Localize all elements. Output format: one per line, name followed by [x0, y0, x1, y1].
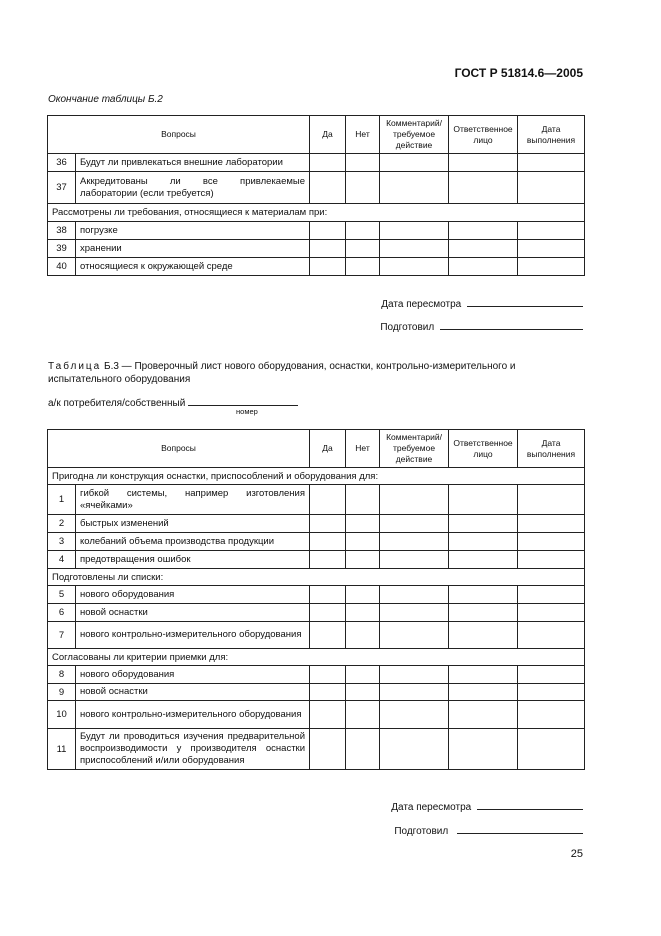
- table-row: [48, 622, 585, 649]
- prepared-by-line-2: [394, 824, 583, 837]
- table-row: [48, 154, 585, 172]
- question-text: нового контрольно-измерительного оборудования: [76, 701, 310, 729]
- responsible-cell[interactable]: [449, 586, 518, 604]
- section-row: [48, 468, 585, 485]
- comment-cell[interactable]: [380, 729, 449, 770]
- section-heading: Рассмотрены ли требования, относящиеся к материалам при:: [48, 204, 585, 222]
- table-row: [48, 684, 585, 701]
- table-b3-header-row: [48, 430, 585, 468]
- date-cell[interactable]: [518, 684, 585, 701]
- row-number: 6: [48, 604, 76, 622]
- table-row: [48, 666, 585, 684]
- table-row: [48, 240, 585, 258]
- yes-cell[interactable]: [310, 154, 346, 172]
- col-header-date: Дата выполнения: [518, 116, 585, 154]
- row-number: 8: [48, 666, 76, 684]
- table-row: [48, 515, 585, 533]
- question-text: погрузке: [76, 222, 310, 240]
- table-row: [48, 586, 585, 604]
- date-cell[interactable]: [518, 622, 585, 649]
- date-cell[interactable]: [518, 172, 585, 204]
- review-date-field[interactable]: [477, 800, 583, 810]
- table-b2-header-row: [48, 116, 585, 154]
- comment-cell[interactable]: [380, 684, 449, 701]
- table-row: [48, 258, 585, 276]
- date-cell[interactable]: [518, 666, 585, 684]
- section-heading: Согласованы ли критерии приемки для:: [48, 649, 585, 666]
- no-cell[interactable]: [346, 172, 380, 204]
- row-number: 40: [48, 258, 76, 276]
- no-cell[interactable]: [346, 222, 380, 240]
- no-cell[interactable]: [346, 701, 380, 729]
- yes-cell[interactable]: [310, 729, 346, 770]
- question-text: предотвращения ошибок: [76, 551, 310, 569]
- table-b3-title: [48, 360, 584, 386]
- question-text: быстрых изменений: [76, 515, 310, 533]
- comment-cell[interactable]: [380, 622, 449, 649]
- col-header-yes: Да: [310, 430, 346, 468]
- question-text: новой оснастки: [76, 604, 310, 622]
- prepared-by-label: Подготовил: [394, 826, 449, 837]
- no-cell[interactable]: [346, 258, 380, 276]
- review-date-field[interactable]: [467, 297, 583, 307]
- yes-cell[interactable]: [310, 586, 346, 604]
- comment-cell[interactable]: [380, 533, 449, 551]
- yes-cell[interactable]: [310, 222, 346, 240]
- question-text: хранении: [76, 240, 310, 258]
- no-cell[interactable]: [346, 684, 380, 701]
- date-cell[interactable]: [518, 729, 585, 770]
- yes-cell[interactable]: [310, 533, 346, 551]
- no-cell[interactable]: [346, 551, 380, 569]
- section-row: [48, 569, 585, 586]
- comment-cell[interactable]: [380, 240, 449, 258]
- col-header-comment: Комментарий/ требуемое действие: [380, 116, 449, 154]
- responsible-cell[interactable]: [449, 684, 518, 701]
- question-text: новой оснастки: [76, 684, 310, 701]
- table-row: [48, 222, 585, 240]
- responsible-cell[interactable]: [449, 154, 518, 172]
- table-row: [48, 551, 585, 569]
- table-number: Б.3: [104, 361, 119, 372]
- no-cell[interactable]: [346, 666, 380, 684]
- date-cell[interactable]: [518, 533, 585, 551]
- no-cell[interactable]: [346, 154, 380, 172]
- yes-cell[interactable]: [310, 684, 346, 701]
- no-cell[interactable]: [346, 586, 380, 604]
- no-cell[interactable]: [346, 240, 380, 258]
- comment-cell[interactable]: [380, 515, 449, 533]
- row-number: 2: [48, 515, 76, 533]
- prepared-by-field[interactable]: [440, 320, 583, 330]
- responsible-cell[interactable]: [449, 551, 518, 569]
- yes-cell[interactable]: [310, 258, 346, 276]
- owner-number-field[interactable]: [188, 396, 298, 406]
- prepared-by-field[interactable]: [457, 824, 583, 834]
- comment-cell[interactable]: [380, 258, 449, 276]
- yes-cell[interactable]: [310, 622, 346, 649]
- row-number: 3: [48, 533, 76, 551]
- col-header-date: Дата выполнения: [518, 430, 585, 468]
- table-row: [48, 172, 585, 204]
- row-number: 9: [48, 684, 76, 701]
- col-header-responsible: Ответственное лицо: [449, 430, 518, 468]
- col-header-responsible: Ответственное лицо: [449, 116, 518, 154]
- responsible-cell[interactable]: [449, 701, 518, 729]
- comment-cell[interactable]: [380, 604, 449, 622]
- yes-cell[interactable]: [310, 515, 346, 533]
- review-date-label: Дата пересмотра: [391, 802, 472, 813]
- date-cell[interactable]: [518, 701, 585, 729]
- yes-cell[interactable]: [310, 485, 346, 515]
- row-number: 7: [48, 622, 76, 649]
- comment-cell[interactable]: [380, 222, 449, 240]
- comment-cell[interactable]: [380, 666, 449, 684]
- responsible-cell[interactable]: [449, 666, 518, 684]
- row-number: 39: [48, 240, 76, 258]
- owner-label: а/к потребителя/собственный: [48, 398, 186, 409]
- row-number: 4: [48, 551, 76, 569]
- comment-cell[interactable]: [380, 154, 449, 172]
- responsible-cell[interactable]: [449, 515, 518, 533]
- question-text: нового оборудования: [76, 666, 310, 684]
- col-header-no: Нет: [346, 430, 380, 468]
- col-header-no: Нет: [346, 116, 380, 154]
- responsible-cell[interactable]: [449, 622, 518, 649]
- comment-cell[interactable]: [380, 586, 449, 604]
- review-date-line-2: [391, 800, 583, 813]
- comment-cell[interactable]: [380, 551, 449, 569]
- row-number: 37: [48, 172, 76, 204]
- table-row: [48, 701, 585, 729]
- responsible-cell[interactable]: [449, 240, 518, 258]
- review-date-line-1: [381, 297, 583, 310]
- owner-number-line: [48, 396, 298, 409]
- section-row: [48, 204, 585, 222]
- question-text: колебаний объема производства продукции: [76, 533, 310, 551]
- date-cell[interactable]: [518, 154, 585, 172]
- date-cell[interactable]: [518, 485, 585, 515]
- question-text: Аккредитованы ли все привлекаемые лаборатории (если требуется): [76, 172, 310, 204]
- table-row: [48, 729, 585, 770]
- no-cell[interactable]: [346, 485, 380, 515]
- date-cell[interactable]: [518, 604, 585, 622]
- question-text: нового контрольно-измерительного оборудования: [76, 622, 310, 649]
- section-heading: Пригодна ли конструкция оснастки, приспособлений и оборудования для:: [48, 468, 585, 485]
- comment-cell[interactable]: [380, 701, 449, 729]
- date-cell[interactable]: [518, 586, 585, 604]
- question-text: Будут ли проводиться изучения предварительной воспроизводимости у производителя оснастки приспособлений и/или оборудования: [76, 729, 310, 770]
- comment-cell[interactable]: [380, 485, 449, 515]
- row-number: 1: [48, 485, 76, 515]
- date-cell[interactable]: [518, 258, 585, 276]
- table-b2: [47, 115, 585, 276]
- responsible-cell[interactable]: [449, 729, 518, 770]
- table-label: Таблица: [48, 361, 102, 372]
- row-number: 10: [48, 701, 76, 729]
- responsible-cell[interactable]: [449, 258, 518, 276]
- row-number: 11: [48, 729, 76, 770]
- responsible-cell[interactable]: [449, 604, 518, 622]
- responsible-cell[interactable]: [449, 485, 518, 515]
- table-title-text: — Проверочный лист нового оборудования, оснастки, контрольно-измерительного и испытательного оборудования: [48, 361, 516, 385]
- yes-cell[interactable]: [310, 172, 346, 204]
- responsible-cell[interactable]: [449, 533, 518, 551]
- col-header-questions: Вопросы: [48, 116, 310, 154]
- question-text: нового оборудования: [76, 586, 310, 604]
- responsible-cell[interactable]: [449, 222, 518, 240]
- col-header-yes: Да: [310, 116, 346, 154]
- row-number: 38: [48, 222, 76, 240]
- row-number: 5: [48, 586, 76, 604]
- yes-cell[interactable]: [310, 604, 346, 622]
- page-number: 25: [570, 848, 583, 860]
- prepared-by-line-1: [380, 320, 583, 333]
- review-date-label: Дата пересмотра: [381, 299, 462, 310]
- responsible-cell[interactable]: [449, 172, 518, 204]
- no-cell[interactable]: [346, 533, 380, 551]
- table-row: [48, 533, 585, 551]
- table-b3: [47, 429, 585, 770]
- question-text: гибкой системы, например изготовления «ячейками»: [76, 485, 310, 515]
- yes-cell[interactable]: [310, 551, 346, 569]
- col-header-questions: Вопросы: [48, 430, 310, 468]
- question-text: относящиеся к окружающей среде: [76, 258, 310, 276]
- row-number: 36: [48, 154, 76, 172]
- date-cell[interactable]: [518, 222, 585, 240]
- date-cell[interactable]: [518, 515, 585, 533]
- yes-cell[interactable]: [310, 240, 346, 258]
- owner-number-caption: номер: [236, 407, 258, 416]
- table-row: [48, 485, 585, 515]
- no-cell[interactable]: [346, 622, 380, 649]
- table-row: [48, 604, 585, 622]
- question-text: Будут ли привлекаться внешние лаборатории: [76, 154, 310, 172]
- no-cell[interactable]: [346, 729, 380, 770]
- yes-cell[interactable]: [310, 666, 346, 684]
- table-b2-continuation-caption: Окончание таблицы Б.2: [48, 94, 163, 105]
- section-row: [48, 649, 585, 666]
- yes-cell[interactable]: [310, 701, 346, 729]
- no-cell[interactable]: [346, 515, 380, 533]
- date-cell[interactable]: [518, 240, 585, 258]
- date-cell[interactable]: [518, 551, 585, 569]
- comment-cell[interactable]: [380, 172, 449, 204]
- col-header-comment: Комментарий/ требуемое действие: [380, 430, 449, 468]
- prepared-by-label: Подготовил: [380, 322, 435, 333]
- no-cell[interactable]: [346, 604, 380, 622]
- standard-designation: ГОСТ Р 51814.6—2005: [454, 66, 583, 80]
- section-heading: Подготовлены ли списки:: [48, 569, 585, 586]
